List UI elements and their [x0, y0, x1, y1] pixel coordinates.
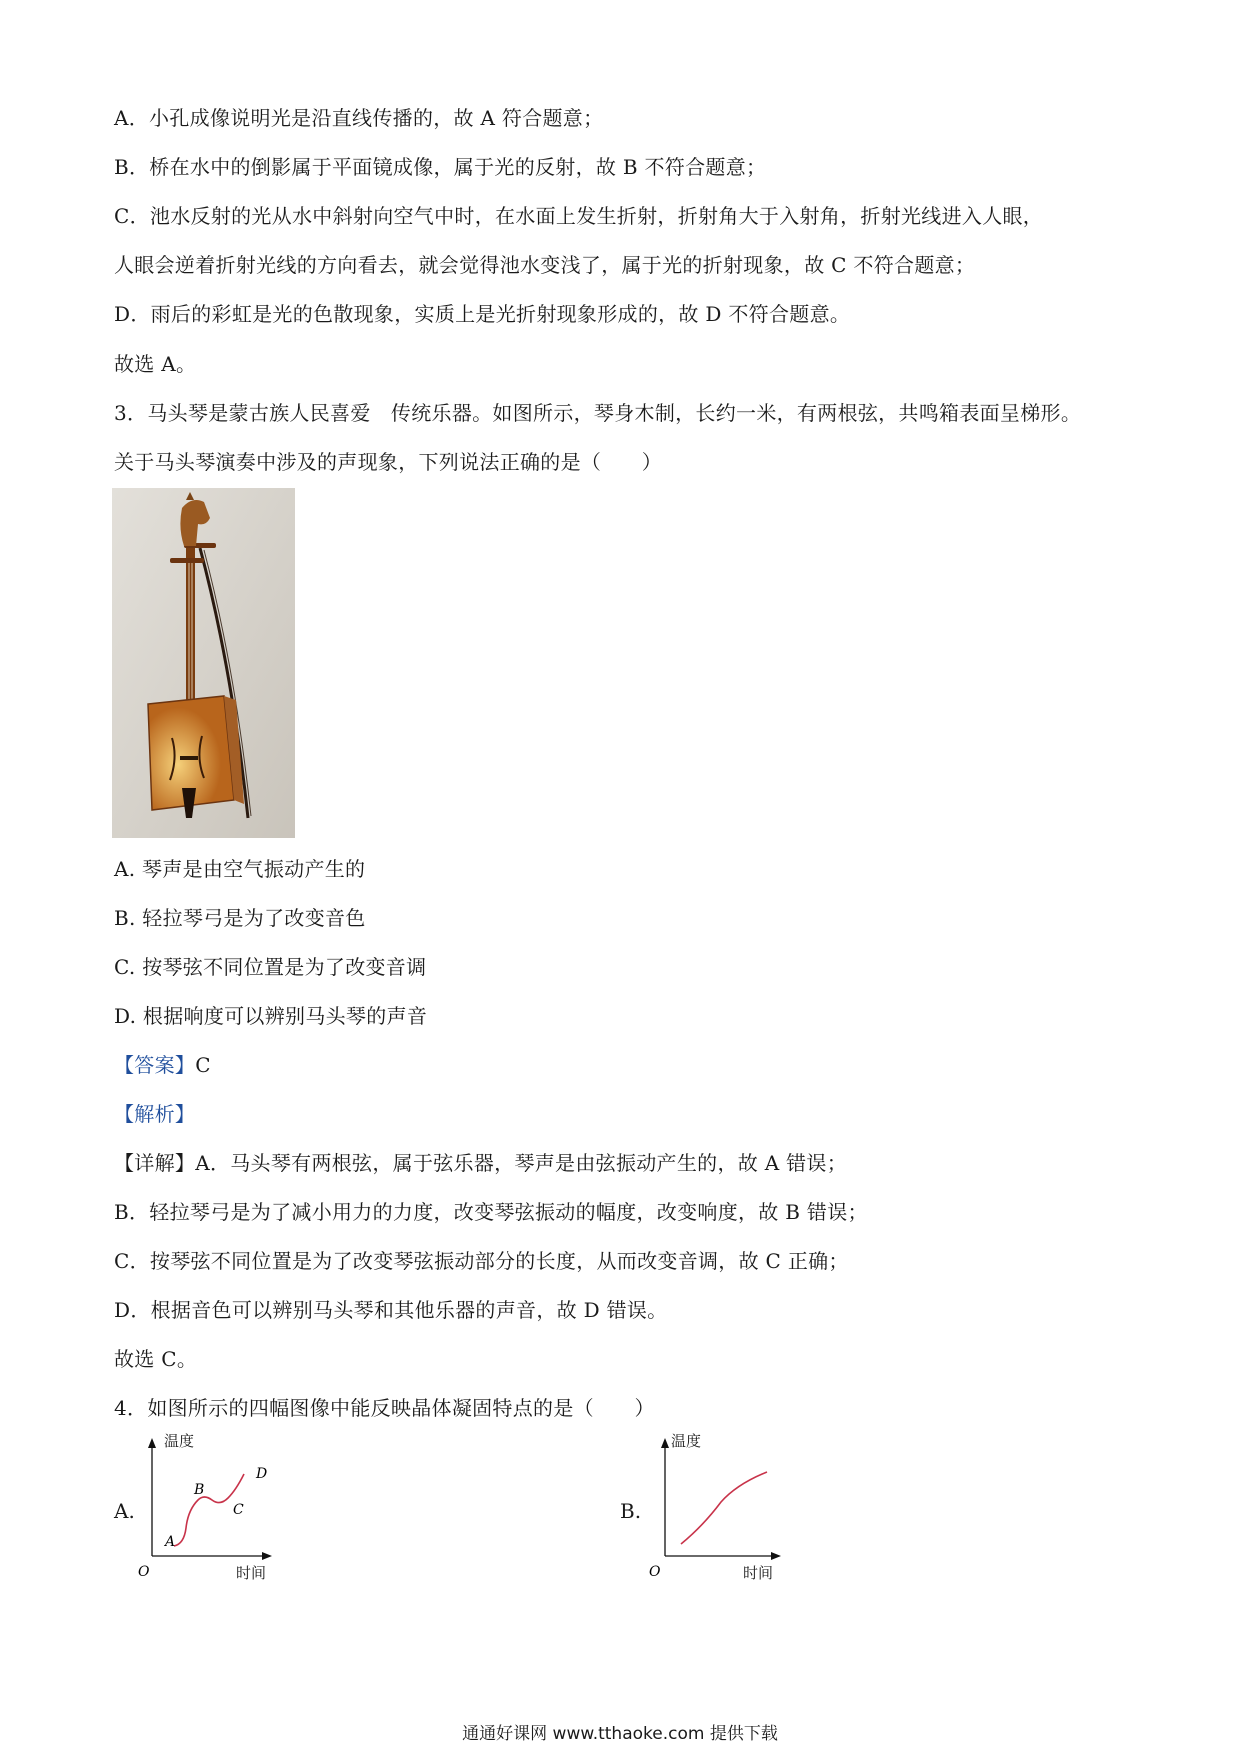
point-c-label: C — [233, 1502, 244, 1518]
detail-text-a: A．马头琴有两根弦，属于弦乐器，琴声是由弦振动产生的，故 A 错误； — [195, 1151, 848, 1175]
origin-label: O — [649, 1564, 661, 1580]
solution-line-d: D．雨后的彩虹是光的色散现象，实质上是光折射现象形成的，故 D 不符合题意。 — [114, 302, 851, 326]
detail-tag: 【详解】 — [114, 1151, 196, 1175]
question-3-stem: 3．马头琴是蒙古族人民喜爱 传统乐器。如图所示，琴身木制，长约一米，有两根弦，共鸣箱表面呈梯形。 — [114, 401, 1082, 425]
answer-value: C — [195, 1053, 211, 1077]
detail-line-c: C．按琴弦不同位置是为了改变琴弦振动部分的长度，从而改变音调，故 C 正确； — [114, 1249, 849, 1273]
point-d-label: D — [256, 1466, 268, 1482]
option-c: C. 按琴弦不同位置是为了改变音调 — [114, 955, 427, 979]
select-a-line: 故选 A。 — [114, 352, 197, 376]
question-3-prompt: 关于马头琴演奏中涉及的声现象，下列说法正确的是（ ） — [114, 450, 663, 474]
select-c-line: 故选 C。 — [114, 1347, 198, 1371]
graph-b — [645, 1432, 785, 1592]
graph-a — [140, 1432, 280, 1592]
solution-line-b: B．桥在水中的倒影属于平面镜成像，属于光的反射，故 B 不符合题意； — [114, 155, 767, 179]
analysis-line — [114, 1100, 195, 1128]
solution-line-c: C．池水反射的光从水中斜射向空气中时，在水面上发生折射，折射角大于入射角，折射光线进入人眼， — [114, 204, 1044, 228]
analysis-tag: 【解析】 — [114, 1102, 196, 1126]
y-axis-label: 温度 — [164, 1432, 195, 1450]
origin-label: O — [138, 1564, 150, 1580]
morin-khuur-photo — [112, 488, 295, 838]
x-axis-label: 时间 — [743, 1564, 774, 1582]
solution-line-a: A．小孔成像说明光是沿直线传播的，故 A 符合题意； — [114, 106, 604, 130]
option-a: A. 琴声是由空气振动产生的 — [114, 857, 366, 881]
point-b-label: B — [194, 1482, 205, 1498]
option-b: B. 轻拉琴弓是为了改变音色 — [114, 906, 366, 930]
question-4-stem: 4．如图所示的四幅图像中能反映晶体凝固特点的是（ ） — [114, 1396, 655, 1420]
answer-tag: 【答案】 — [114, 1053, 196, 1077]
detail-line-a — [114, 1149, 847, 1177]
page-footer: 通通好课网 www.tthaoke.com 提供下载 — [462, 1724, 778, 1744]
option-d: D. 根据响度可以辨别马头琴的声音 — [114, 1004, 428, 1028]
detail-line-b: B．轻拉琴弓是为了减小用力的力度，改变琴弦振动的幅度，改变响度，故 B 错误； — [114, 1200, 868, 1224]
point-a-label: A — [165, 1534, 176, 1550]
graph-b-label: B. — [620, 1499, 642, 1523]
detail-line-d: D．根据音色可以辨别马头琴和其他乐器的声音，故 D 错误。 — [114, 1298, 668, 1322]
solution-line-c-cont: 人眼会逆着折射光线的方向看去，就会觉得池水变浅了，属于光的折射现象，故 C 不符合题意； — [114, 253, 976, 277]
answer-line — [114, 1051, 211, 1079]
graph-a-label: A. — [114, 1499, 135, 1523]
x-axis-label: 时间 — [236, 1564, 267, 1582]
y-axis-label: 温度 — [671, 1432, 702, 1450]
